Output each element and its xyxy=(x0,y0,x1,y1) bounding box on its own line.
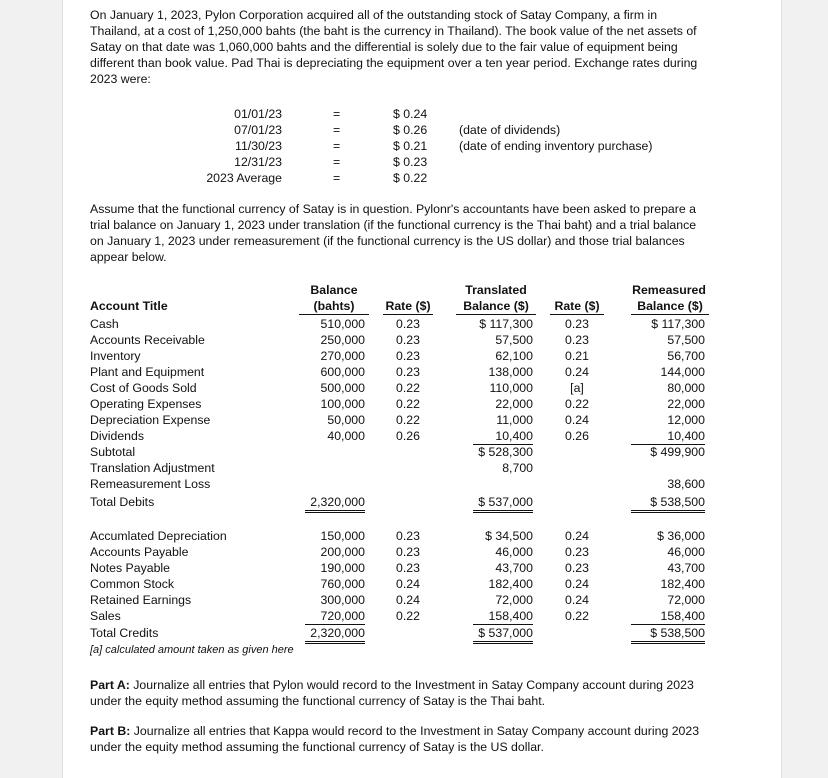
debit-translated-cell: 10,400 xyxy=(473,428,533,445)
debit-account-cell: Accounts Receivable xyxy=(90,333,205,347)
debit-remeasured-cell: $ 499,900 xyxy=(650,445,705,459)
debit-account-cell: Remeasurement Loss xyxy=(90,477,211,491)
part-a-paragraph xyxy=(90,678,710,710)
debit-translated-cell: 22,000 xyxy=(495,397,533,411)
table-footnote: [a] calculated amount taken as given here xyxy=(90,644,294,656)
header-bahts: (bahts) xyxy=(299,298,369,315)
debit-rate2-cell: 0.26 xyxy=(565,429,589,443)
header-remeasured-balance: Balance ($) xyxy=(631,298,709,315)
credit-remeasured-cell: $ 36,000 xyxy=(657,529,705,543)
debit-remeasured-cell: $ 538,500 xyxy=(631,494,705,513)
debit-account-cell: Depreciation Expense xyxy=(90,413,211,427)
debit-translated-cell: 8,700 xyxy=(502,461,533,475)
rate-equals: = xyxy=(333,155,341,169)
credit-account-cell: Total Credits xyxy=(90,626,159,640)
credit-translated-cell: 43,700 xyxy=(495,561,533,575)
debit-translated-cell: 57,500 xyxy=(495,333,533,347)
rate-date: 01/01/23 xyxy=(234,107,282,121)
debit-rate1-cell: 0.22 xyxy=(396,397,420,411)
rate-date: 12/31/23 xyxy=(234,155,282,169)
debit-rate2-cell: 0.24 xyxy=(565,365,589,379)
rate-value: $ 0.24 xyxy=(393,107,428,121)
debit-bahts-cell: 100,000 xyxy=(320,397,365,411)
credit-bahts-cell: 2,320,000 xyxy=(305,625,365,644)
debit-translated-cell: 110,000 xyxy=(489,381,533,395)
part-a-label: Part A: xyxy=(90,678,130,692)
debit-rate2-cell: 0.24 xyxy=(565,413,589,427)
credit-translated-cell: 182,400 xyxy=(488,577,533,591)
credit-translated-cell: 72,000 xyxy=(495,593,533,607)
credit-translated-cell: 46,000 xyxy=(495,545,533,559)
debit-bahts-cell: 600,000 xyxy=(320,365,365,379)
debit-remeasured-cell: $ 117,300 xyxy=(651,317,705,331)
document-page xyxy=(62,0,782,778)
credit-bahts-cell: 760,000 xyxy=(320,577,365,591)
debit-bahts-cell: 40,000 xyxy=(327,429,365,443)
credit-translated-cell: $ 34,500 xyxy=(485,529,533,543)
debit-remeasured-cell: 57,500 xyxy=(667,333,705,347)
rate-value: $ 0.23 xyxy=(393,155,428,169)
debit-account-cell: Subtotal xyxy=(90,445,136,459)
credit-rate2-cell: 0.23 xyxy=(565,561,589,575)
credit-rate2-cell: 0.24 xyxy=(565,593,589,607)
debit-bahts-cell: 250,000 xyxy=(320,333,365,347)
rate-equals: = xyxy=(333,107,341,121)
credit-bahts-cell: 150,000 xyxy=(320,529,365,543)
credit-rate1-cell: 0.23 xyxy=(396,545,420,559)
part-b-label: Part B: xyxy=(90,724,131,738)
debit-rate1-cell: 0.23 xyxy=(396,365,420,379)
part-b-text: Journalize all entries that Kappa would record to the Investment in Satay Company account during 2023 under the equity method assuming the functional currency of Satay is the US dollar. xyxy=(90,724,700,754)
credit-bahts-cell: 720,000 xyxy=(305,608,365,625)
credit-account-cell: Retained Earnings xyxy=(90,593,192,607)
credit-rate1-cell: 0.23 xyxy=(396,529,420,543)
header-rate-translated: Rate ($) xyxy=(383,298,433,315)
debit-rate2-cell: 0.23 xyxy=(565,333,589,347)
rate-equals: = xyxy=(333,171,341,185)
rate-value: $ 0.22 xyxy=(393,171,428,185)
debit-remeasured-cell: 80,000 xyxy=(667,381,705,395)
rate-value: $ 0.21 xyxy=(393,139,428,153)
debit-rate1-cell: 0.23 xyxy=(396,333,420,347)
debit-rate2-cell: 0.23 xyxy=(565,317,589,331)
part-b-paragraph xyxy=(90,724,710,756)
debit-bahts-cell: 2,320,000 xyxy=(305,494,365,513)
header-translated-balance: Balance ($) xyxy=(456,298,536,315)
credit-rate1-cell: 0.23 xyxy=(396,561,420,575)
debit-account-cell: Total Debits xyxy=(90,495,155,509)
debit-rate1-cell: 0.22 xyxy=(396,381,420,395)
debit-account-cell: Inventory xyxy=(90,349,141,363)
debit-bahts-cell: 510,000 xyxy=(320,317,365,331)
credit-rate1-cell: 0.24 xyxy=(396,593,420,607)
debit-rate1-cell: 0.23 xyxy=(396,349,420,363)
credit-rate1-cell: 0.24 xyxy=(396,577,420,591)
credit-remeasured-cell: 46,000 xyxy=(667,545,705,559)
credit-remeasured-cell: 43,700 xyxy=(667,561,705,575)
debit-translated-cell: 138,000 xyxy=(488,365,533,379)
intro-paragraph: On January 1, 2023, Pylon Corporation acquired all of the outstanding stock of Satay Company, a firm in Thailand, at a cost of 1,250,000 bahts (the baht is the currency in Thailand). The book value of the net assets of Satay on that date was 1,060,000 bahts and the differential is solely due to the fair value of equipment being different than book value. Pad Thai is depreciating the equipment over a ten year period. Exchange rates during 2023 were: xyxy=(90,8,698,86)
credit-account-cell: Common Stock xyxy=(90,577,175,591)
debit-remeasured-cell: 56,700 xyxy=(667,349,705,363)
debit-translated-cell: 11,000 xyxy=(496,413,533,427)
part-a-text: Journalize all entries that Pylon would record to the Investment in Satay Company account during 2023 under the equity method assuming the functional currency of Satay is the Thai baht. xyxy=(90,678,694,708)
header-balance: Balance xyxy=(310,283,358,297)
debit-rate2-cell: 0.22 xyxy=(565,397,589,411)
credit-account-cell: Accumlated Depreciation xyxy=(90,529,227,543)
debit-rate1-cell: 0.26 xyxy=(396,429,420,443)
debit-account-cell: Plant and Equipment xyxy=(90,365,205,379)
debit-translated-cell: 62,100 xyxy=(495,349,533,363)
header-account-title: Account Title xyxy=(90,299,168,313)
debit-rate1-cell: 0.23 xyxy=(396,317,420,331)
credit-bahts-cell: 190,000 xyxy=(320,561,365,575)
credit-rate2-cell: 0.24 xyxy=(565,529,589,543)
credit-translated-cell: 158,400 xyxy=(473,608,533,625)
debit-bahts-cell: 500,000 xyxy=(320,381,365,395)
debit-account-cell: Cash xyxy=(90,317,119,331)
credit-rate2-cell: 0.23 xyxy=(565,545,589,559)
credit-translated-cell: $ 537,000 xyxy=(473,625,533,644)
rate-date: 07/01/23 xyxy=(234,123,282,137)
header-remeasured: Remeasured xyxy=(632,283,706,297)
credit-account-cell: Accounts Payable xyxy=(90,545,189,559)
credit-account-cell: Notes Payable xyxy=(90,561,170,575)
debit-translated-cell: $ 117,300 xyxy=(479,317,533,331)
rate-note: (date of dividends) xyxy=(459,123,561,137)
debit-account-cell: Operating Expenses xyxy=(90,397,202,411)
header-rate-remeasured: Rate ($) xyxy=(550,298,604,315)
rate-date: 11/30/23 xyxy=(235,139,282,153)
credit-bahts-cell: 300,000 xyxy=(320,593,365,607)
rate-equals: = xyxy=(333,123,341,137)
credit-bahts-cell: 200,000 xyxy=(320,545,365,559)
credit-remeasured-cell: 72,000 xyxy=(667,593,705,607)
assumption-paragraph: Assume that the functional currency of Satay is in question. Pylonr's accountants have been asked to prepare a trial balance on January 1, 2023 under translation (if the functional currency is the Thai baht) and a trial balance on January 1, 2023 under remeasurement (if the functional currency is the US dollar) and those trial balances appear below. xyxy=(90,202,697,264)
rate-note: (date of ending inventory purchase) xyxy=(459,139,653,153)
debit-translated-cell: $ 537,000 xyxy=(473,494,533,513)
debit-rate1-cell: 0.22 xyxy=(396,413,420,427)
debit-bahts-cell: 270,000 xyxy=(320,349,365,363)
credit-rate2-cell: 0.22 xyxy=(565,609,589,623)
debit-rate2-cell: [a] xyxy=(570,381,584,395)
debit-translated-cell: $ 528,300 xyxy=(478,445,533,459)
rate-equals: = xyxy=(333,139,341,153)
credit-rate2-cell: 0.24 xyxy=(565,577,589,591)
debit-account-cell: Translation Adjustment xyxy=(90,461,215,475)
debit-remeasured-cell: 22,000 xyxy=(667,397,705,411)
debit-account-cell: Cost of Goods Sold xyxy=(90,381,197,395)
debit-account-cell: Dividends xyxy=(90,429,144,443)
credit-remeasured-cell: 182,400 xyxy=(660,577,705,591)
debit-remeasured-cell: 144,000 xyxy=(660,365,705,379)
debit-remeasured-cell: 12,000 xyxy=(667,413,705,427)
credit-rate1-cell: 0.22 xyxy=(396,609,420,623)
header-translated: Translated xyxy=(465,283,527,297)
debit-remeasured-cell: 38,600 xyxy=(667,477,705,491)
rate-date: 2023 Average xyxy=(206,171,282,185)
credit-remeasured-cell: 158,400 xyxy=(631,608,705,625)
debit-remeasured-cell: 10,400 xyxy=(631,428,705,445)
credit-remeasured-cell: $ 538,500 xyxy=(631,625,705,644)
rate-value: $ 0.26 xyxy=(393,123,428,137)
debit-bahts-cell: 50,000 xyxy=(327,413,365,427)
credit-account-cell: Sales xyxy=(90,609,121,623)
debit-rate2-cell: 0.21 xyxy=(565,349,589,363)
